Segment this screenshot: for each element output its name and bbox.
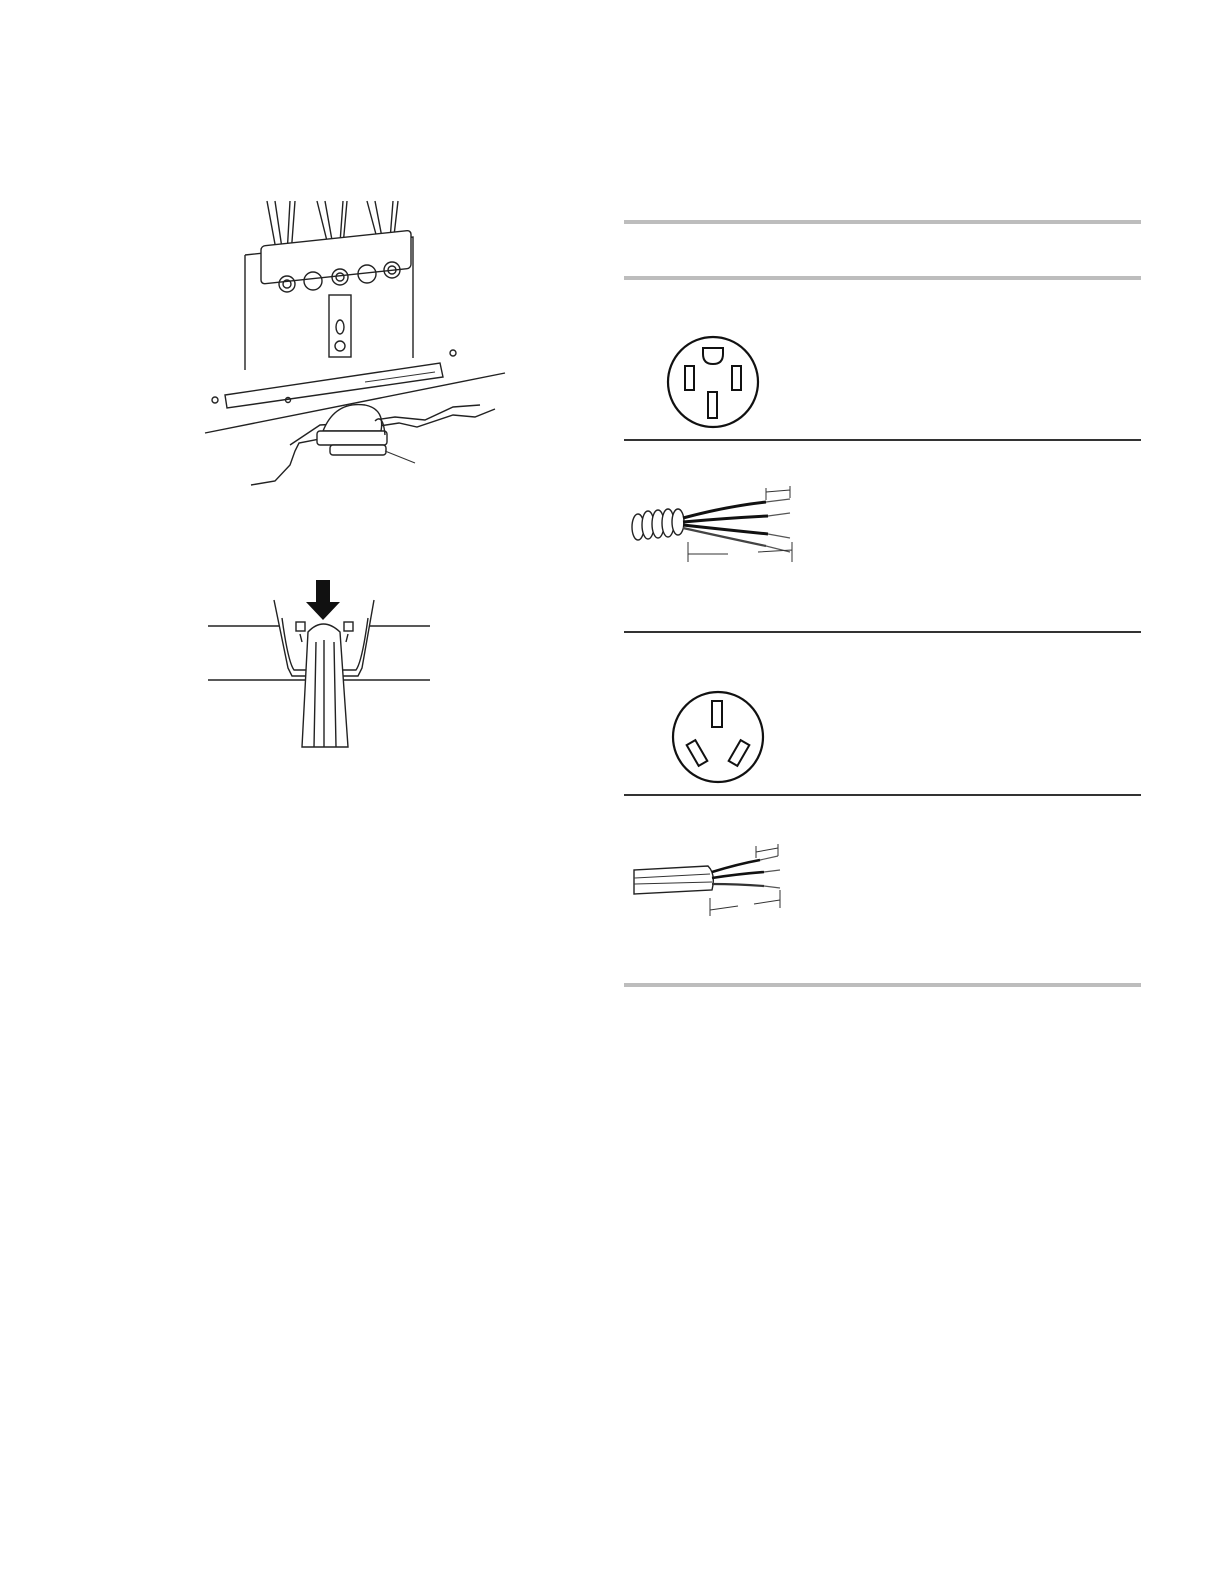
four-prong-outlet-icon (665, 334, 761, 430)
strain-relief-figure (208, 572, 433, 747)
row-divider-3 (624, 794, 1141, 796)
table-bottom-rule (624, 983, 1141, 987)
four-wire-cable-icon (628, 484, 808, 564)
three-wire-outlet-figure (670, 689, 766, 785)
row-divider-1 (624, 439, 1141, 441)
terminal-block-figure (195, 195, 515, 495)
table-top-rule (624, 220, 1141, 224)
three-wire-cable-figure (628, 840, 808, 920)
terminal-block-wiring-icon (195, 195, 515, 495)
four-wire-cable-figure (628, 484, 808, 564)
strain-relief-clamp-icon (208, 572, 433, 747)
table-header-rule (624, 276, 1141, 280)
three-prong-outlet-icon (670, 689, 766, 785)
row-divider-2 (624, 631, 1141, 633)
three-wire-cable-icon (628, 840, 808, 920)
four-wire-outlet-figure (665, 334, 761, 430)
